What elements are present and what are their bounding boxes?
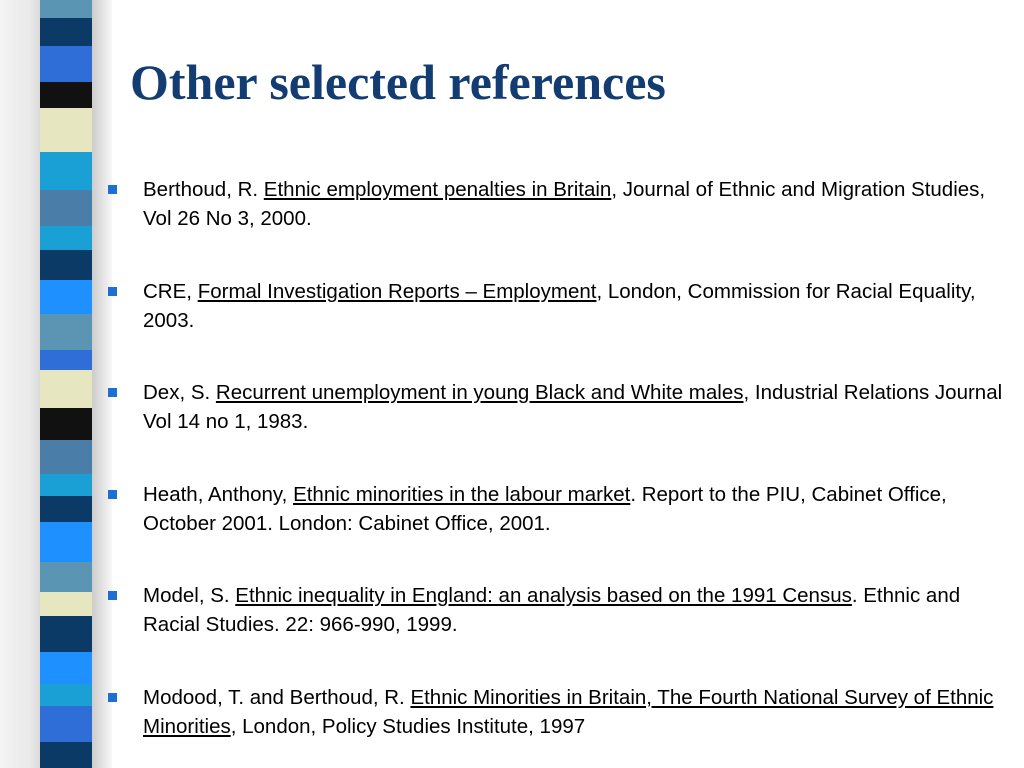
reference-list — [108, 175, 1014, 768]
reference-item — [108, 480, 1014, 582]
square-bullet-icon — [108, 185, 117, 194]
reference-item — [108, 581, 1014, 683]
reference-title-link[interactable]: Ethnic minorities in the labour market — [293, 482, 631, 506]
decorative-bar-segment — [40, 0, 92, 18]
decorative-bar-segment — [40, 474, 92, 496]
decorative-bar-segment — [40, 742, 92, 768]
square-bullet-icon — [108, 490, 117, 499]
reference-details: , Journal of Ethnic and Migration Studies, Vol 26 No 3, 2000. — [143, 178, 986, 230]
reference-author: Dex, S. — [143, 381, 216, 404]
square-bullet-icon — [108, 388, 117, 397]
decorative-bar-segment — [40, 652, 92, 684]
reference-details: , Industrial Relations Journal Vol 14 no 1, 1983. — [143, 381, 1003, 433]
decorative-bar-segment — [40, 82, 92, 108]
reference-item — [108, 277, 1014, 379]
decorative-bar-segment — [40, 496, 92, 522]
decorative-bar-segment — [40, 408, 92, 440]
reference-item — [108, 683, 1014, 768]
decorative-bar-segment — [40, 706, 92, 742]
decorative-bar-segment — [40, 280, 92, 314]
decorative-bar-segment — [40, 108, 92, 152]
decorative-bar-segment — [40, 152, 92, 190]
reference-author: Berthoud, R. — [143, 178, 264, 201]
reference-details: , London, Policy Studies Institute, 1997 — [230, 714, 586, 738]
slide-title: Other selected references — [130, 54, 666, 110]
reference-author: CRE, — [143, 279, 198, 303]
reference-title-link[interactable]: Formal Investigation Reports – Employment — [197, 279, 597, 303]
decorative-bar-segment — [40, 592, 92, 616]
decorative-bar-segment — [40, 522, 92, 562]
decorative-bar-segment — [40, 46, 92, 82]
decorative-bar-column — [40, 0, 92, 768]
reference-title-link[interactable]: Recurrent unemployment in young Black and White males — [215, 381, 744, 404]
decorative-bar-segment — [40, 370, 92, 408]
decorative-bar-segment — [40, 440, 92, 474]
decorative-bar-segment — [40, 562, 92, 592]
decorative-bar-segment — [40, 350, 92, 370]
decorative-bar-segment — [40, 616, 92, 652]
reference-details: , London, Commission for Racial Equality, 2003. — [143, 279, 976, 332]
reference-item — [108, 175, 1014, 277]
square-bullet-icon — [108, 591, 117, 600]
decorative-bar-segment — [40, 226, 92, 250]
reference-title-link[interactable]: Ethnic Minorities in Britain, The Fourth National Survey of Ethnic Minorities — [143, 685, 994, 738]
square-bullet-icon — [108, 693, 117, 702]
decorative-bar-segment — [40, 250, 92, 280]
reference-details: . Report to the PIU, Cabinet Office, October 2001. London: Cabinet Office, 2001. — [143, 482, 947, 535]
square-bullet-icon — [108, 287, 117, 296]
decorative-bar-segment — [40, 314, 92, 350]
reference-author: Heath, Anthony, — [143, 482, 294, 506]
reference-item — [108, 378, 1014, 480]
decorative-bar-segment — [40, 684, 92, 706]
reference-author: Modood, T. and Berthoud, R. — [143, 685, 411, 709]
reference-details: . Ethnic and Racial Studies. 22: 966-990, 1999. — [143, 584, 961, 636]
reference-title-link[interactable]: Ethnic employment penalties in Britain — [263, 178, 612, 201]
decorative-bar-segment — [40, 18, 92, 46]
reference-title-link[interactable]: Ethnic inequality in England: an analysis based on the 1991 Census — [235, 584, 852, 607]
decorative-bar-segment — [40, 190, 92, 226]
reference-author: Model, S. — [143, 584, 236, 607]
